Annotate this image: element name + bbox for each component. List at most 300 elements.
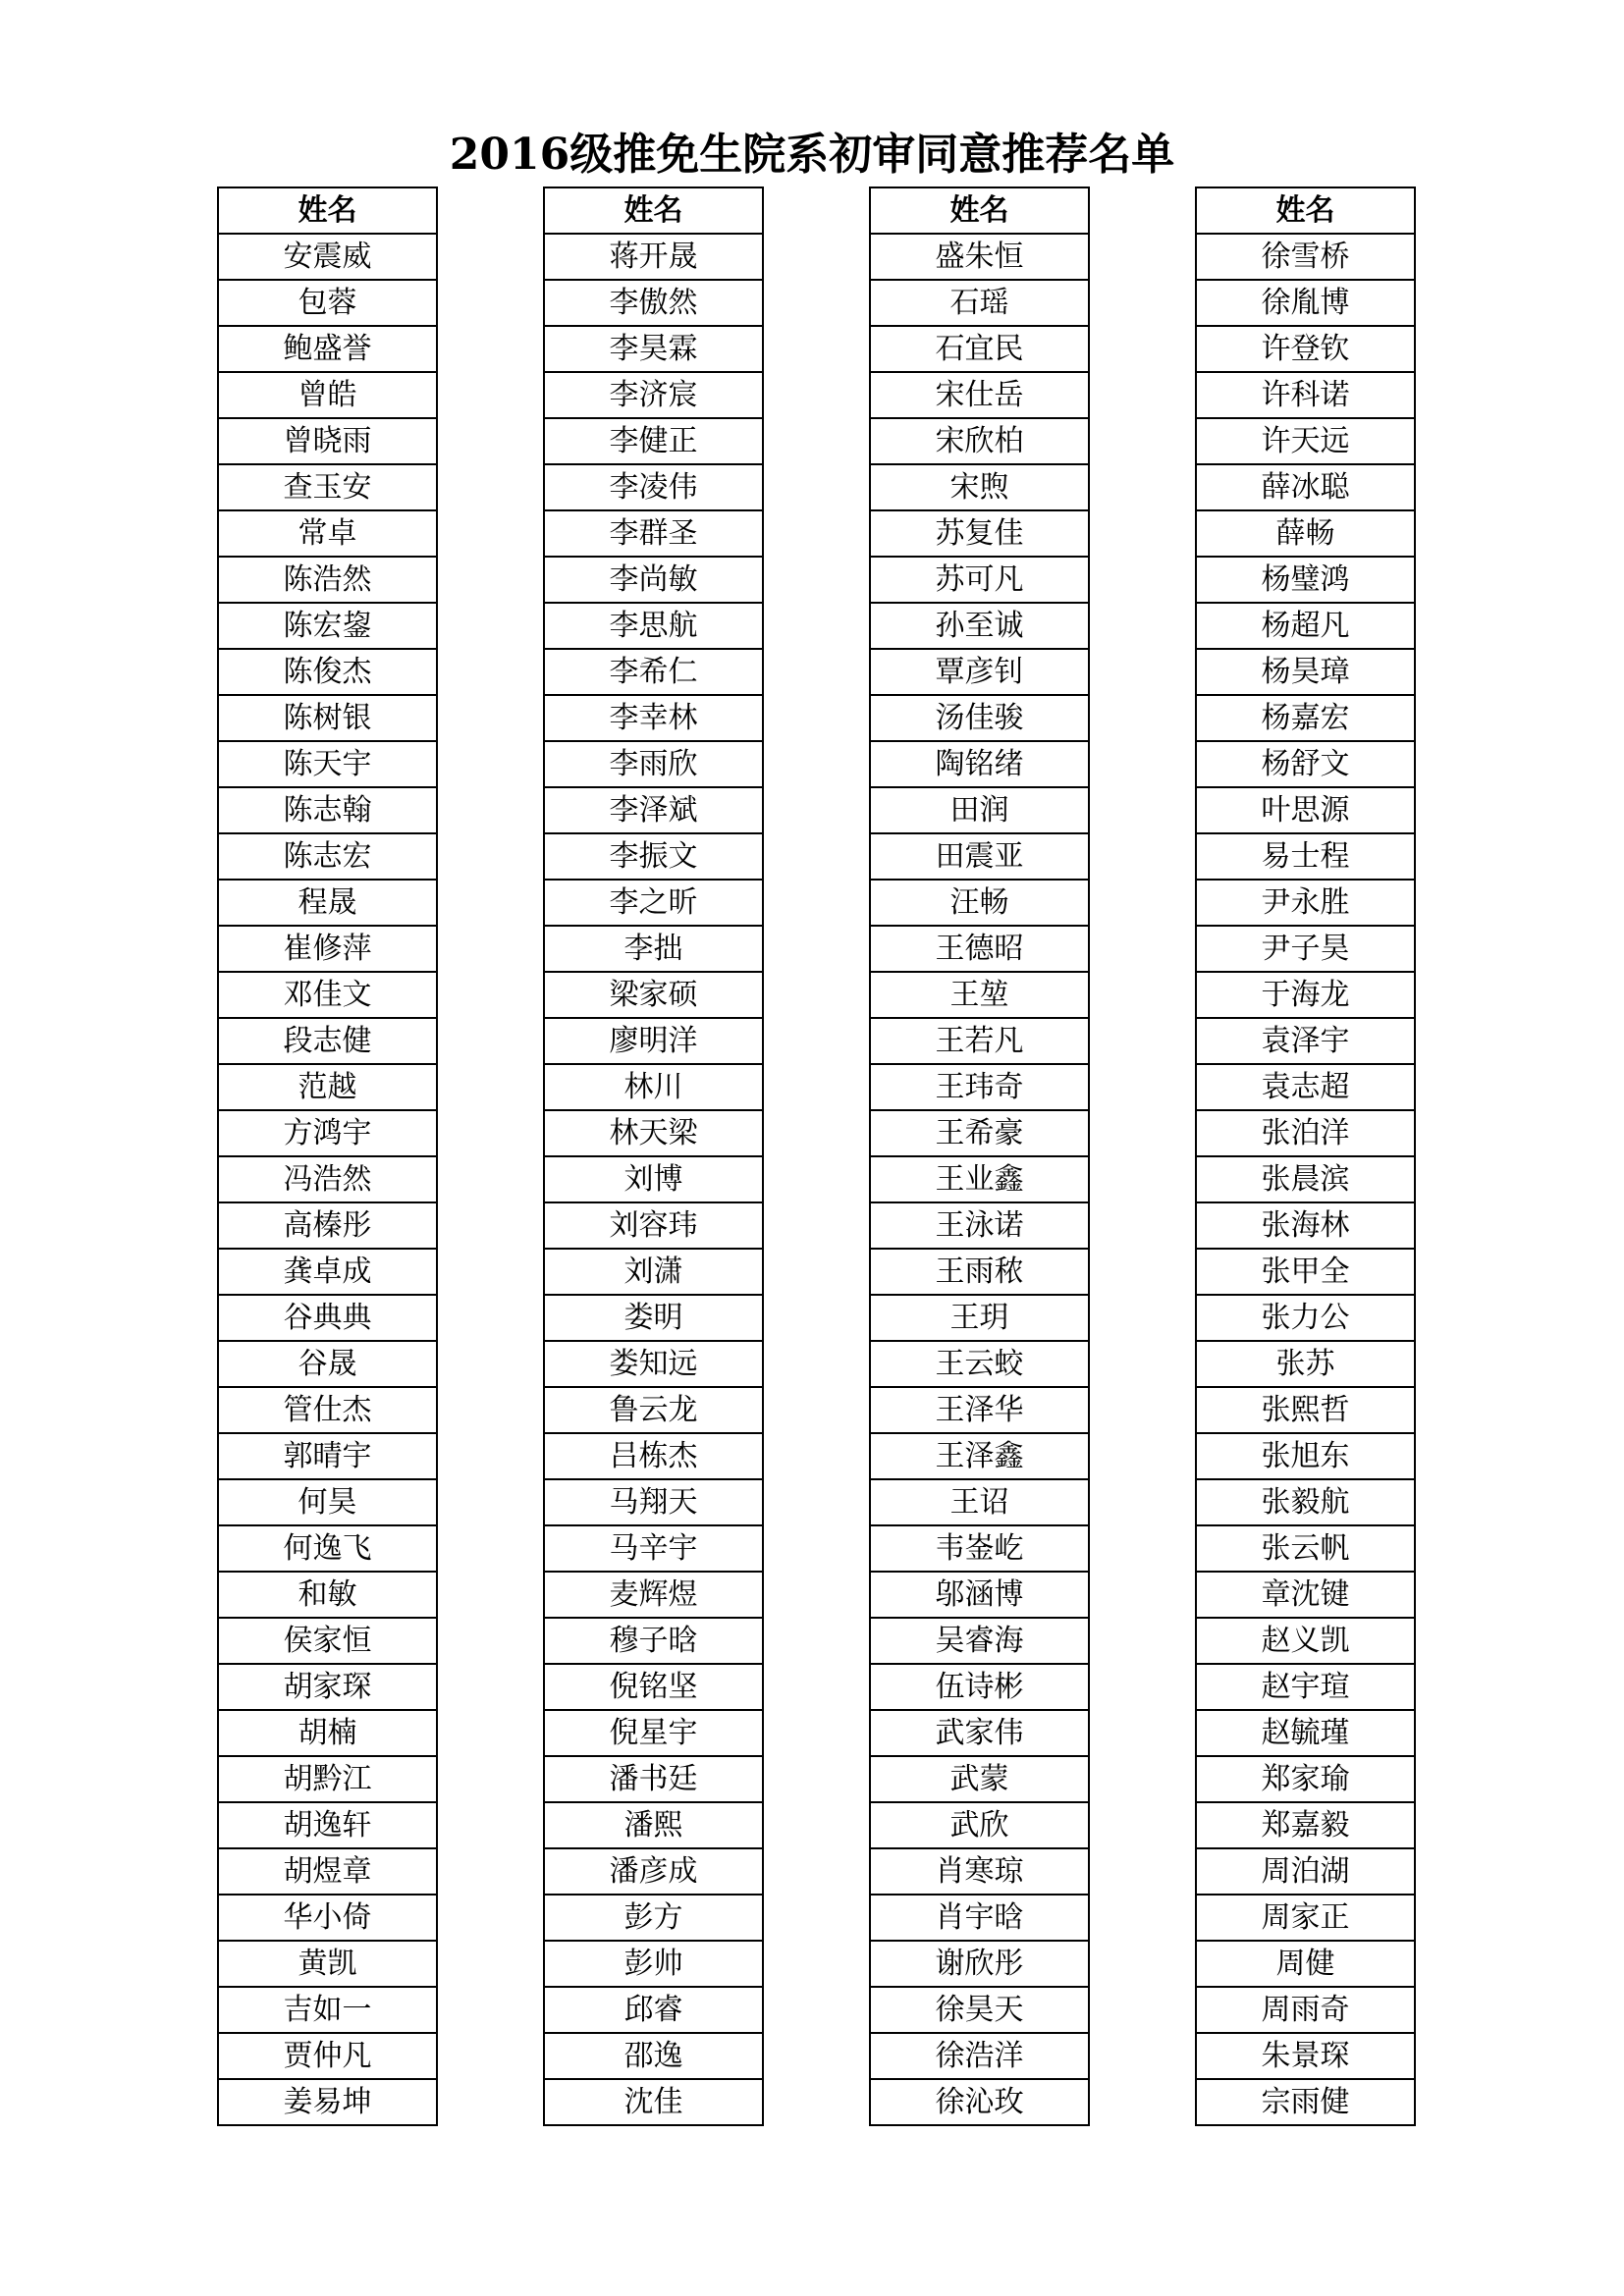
name-cell: 宋煦 <box>870 464 1089 510</box>
name-cell: 潘熙 <box>544 1802 763 1848</box>
name-cell: 王雨秾 <box>870 1249 1089 1295</box>
table-row <box>544 1202 763 1249</box>
name-cell: 武欣 <box>870 1802 1089 1848</box>
table-row <box>218 280 437 326</box>
table-row <box>544 1987 763 2033</box>
table-row <box>870 787 1089 833</box>
table-row <box>870 280 1089 326</box>
name-cell: 杨舒文 <box>1196 741 1415 787</box>
name-cell: 赵义凯 <box>1196 1618 1415 1664</box>
name-cell: 李群圣 <box>544 510 763 557</box>
name-cell: 宋仕岳 <box>870 372 1089 418</box>
name-cell: 李思航 <box>544 603 763 649</box>
table-row <box>544 1941 763 1987</box>
name-cell: 陈志翰 <box>218 787 437 833</box>
name-cell: 包蓉 <box>218 280 437 326</box>
table-row <box>544 557 763 603</box>
table-row <box>1196 1802 1415 1848</box>
name-cell: 李尚敏 <box>544 557 763 603</box>
table-row <box>218 557 437 603</box>
name-cell: 张苏 <box>1196 1341 1415 1387</box>
table-row <box>1196 649 1415 695</box>
name-cell: 谷典典 <box>218 1295 437 1341</box>
table-row <box>1196 1941 1415 1987</box>
name-cell: 朱景琛 <box>1196 2033 1415 2079</box>
table-row <box>1196 2033 1415 2079</box>
name-cell: 李拙 <box>544 926 763 972</box>
table-row <box>870 1756 1089 1802</box>
name-cell: 杨超凡 <box>1196 603 1415 649</box>
name-cell: 张泊洋 <box>1196 1110 1415 1156</box>
table-row <box>1196 280 1415 326</box>
table-row <box>544 234 763 280</box>
name-cell: 张甲全 <box>1196 1249 1415 1295</box>
name-cell: 许科诺 <box>1196 372 1415 418</box>
table-row <box>544 787 763 833</box>
name-cell: 潘彦成 <box>544 1848 763 1895</box>
column-header: 姓名 <box>544 187 763 234</box>
name-cell: 郭晴宇 <box>218 1433 437 1479</box>
name-cell: 王云蛟 <box>870 1341 1089 1387</box>
name-cell: 胡家琛 <box>218 1664 437 1710</box>
name-cell: 于海龙 <box>1196 972 1415 1018</box>
table-row <box>870 926 1089 972</box>
name-cell: 赵宇瑄 <box>1196 1664 1415 1710</box>
table-row <box>544 1572 763 1618</box>
name-cell: 薛畅 <box>1196 510 1415 557</box>
table-row <box>544 1295 763 1341</box>
name-cell: 范越 <box>218 1064 437 1110</box>
table-row <box>1196 741 1415 787</box>
name-cell: 王玮奇 <box>870 1064 1089 1110</box>
table-row <box>870 972 1089 1018</box>
table-row <box>218 603 437 649</box>
name-cell: 胡煜章 <box>218 1848 437 1895</box>
name-cell: 田润 <box>870 787 1089 833</box>
name-cell: 彭方 <box>544 1895 763 1941</box>
name-cell: 徐昊天 <box>870 1987 1089 2033</box>
table-row <box>870 741 1089 787</box>
table-row <box>1196 1987 1415 2033</box>
table-row <box>1196 1341 1415 1387</box>
name-cell: 武家伟 <box>870 1710 1089 1756</box>
table-row <box>218 464 437 510</box>
table-row <box>1196 833 1415 880</box>
table-row <box>544 1664 763 1710</box>
table-row <box>218 926 437 972</box>
name-table-2 <box>543 187 764 2126</box>
table-row <box>870 1941 1089 1987</box>
table-row <box>544 280 763 326</box>
table-row <box>1196 1479 1415 1525</box>
name-cell: 李健正 <box>544 418 763 464</box>
name-cell: 张旭东 <box>1196 1433 1415 1479</box>
table-row <box>1196 1249 1415 1295</box>
name-cell: 周雨奇 <box>1196 1987 1415 2033</box>
name-cell: 邵逸 <box>544 2033 763 2079</box>
name-cell: 宋欣柏 <box>870 418 1089 464</box>
table-row <box>544 1110 763 1156</box>
column-header: 姓名 <box>218 187 437 234</box>
name-cell: 邓佳文 <box>218 972 437 1018</box>
name-cell: 尹子昊 <box>1196 926 1415 972</box>
column-header: 姓名 <box>870 187 1089 234</box>
name-cell: 陈宏鋆 <box>218 603 437 649</box>
table-row <box>1196 372 1415 418</box>
table-row <box>1196 603 1415 649</box>
table-row <box>1196 557 1415 603</box>
name-cell: 章沈键 <box>1196 1572 1415 1618</box>
name-cell: 王希豪 <box>870 1110 1089 1156</box>
name-cell: 汤佳骏 <box>870 695 1089 741</box>
table-row <box>218 372 437 418</box>
table-row <box>544 2079 763 2125</box>
name-cell: 覃彦钊 <box>870 649 1089 695</box>
name-cell: 华小倚 <box>218 1895 437 1941</box>
name-cell: 胡逸轩 <box>218 1802 437 1848</box>
table-row <box>544 1387 763 1433</box>
name-cell: 沈佳 <box>544 2079 763 2125</box>
table-row <box>870 1479 1089 1525</box>
name-table-1 <box>217 187 438 2126</box>
name-cell: 易士程 <box>1196 833 1415 880</box>
table-row <box>870 833 1089 880</box>
table-row <box>870 1341 1089 1387</box>
name-cell: 鲁云龙 <box>544 1387 763 1433</box>
table-row <box>870 1987 1089 2033</box>
table-row <box>1196 1110 1415 1156</box>
name-cell: 武蒙 <box>870 1756 1089 1802</box>
name-cell: 尹永胜 <box>1196 880 1415 926</box>
table-row <box>1196 1572 1415 1618</box>
name-cell: 吕栋杰 <box>544 1433 763 1479</box>
name-cell: 何逸飞 <box>218 1525 437 1572</box>
name-cell: 龚卓成 <box>218 1249 437 1295</box>
table-row <box>544 1525 763 1572</box>
name-cell: 常卓 <box>218 510 437 557</box>
name-cell: 王泽鑫 <box>870 1433 1089 1479</box>
name-cell: 郑家瑜 <box>1196 1756 1415 1802</box>
name-cell: 王泳诺 <box>870 1202 1089 1249</box>
name-cell: 周家正 <box>1196 1895 1415 1941</box>
table-row <box>218 1387 437 1433</box>
name-cell: 刘博 <box>544 1156 763 1202</box>
name-cell: 李幸林 <box>544 695 763 741</box>
name-cell: 娄知远 <box>544 1341 763 1387</box>
column-header: 姓名 <box>1196 187 1415 234</box>
name-cell: 彭帅 <box>544 1941 763 1987</box>
table-row <box>870 1525 1089 1572</box>
name-cell: 苏可凡 <box>870 557 1089 603</box>
table-row <box>218 1987 437 2033</box>
name-cell: 李希仁 <box>544 649 763 695</box>
table-row <box>218 1018 437 1064</box>
table-row <box>870 2033 1089 2079</box>
table-row <box>218 1895 437 1941</box>
table-row <box>1196 2079 1415 2125</box>
name-cell: 胡黔江 <box>218 1756 437 1802</box>
table-row <box>870 372 1089 418</box>
table-row <box>544 510 763 557</box>
name-cell: 倪铭坚 <box>544 1664 763 1710</box>
name-cell: 谢欣彤 <box>870 1941 1089 1987</box>
table-row <box>1196 695 1415 741</box>
name-cell: 娄明 <box>544 1295 763 1341</box>
table-row <box>544 372 763 418</box>
name-cell: 蒋开晟 <box>544 234 763 280</box>
table-row <box>1196 1756 1415 1802</box>
name-cell: 李昊霖 <box>544 326 763 372</box>
name-cell: 李凌伟 <box>544 464 763 510</box>
name-cell: 李振文 <box>544 833 763 880</box>
table-row <box>870 510 1089 557</box>
table-row <box>1196 1018 1415 1064</box>
table-row <box>1196 1295 1415 1341</box>
name-cell: 赵毓瑾 <box>1196 1710 1415 1756</box>
table-row <box>544 926 763 972</box>
table-row <box>218 1110 437 1156</box>
table-row <box>544 1618 763 1664</box>
name-cell: 叶思源 <box>1196 787 1415 833</box>
table-row <box>544 1710 763 1756</box>
name-cell: 王诏 <box>870 1479 1089 1525</box>
name-cell: 程晟 <box>218 880 437 926</box>
name-cell: 倪星宇 <box>544 1710 763 1756</box>
table-row <box>218 833 437 880</box>
name-cell: 张毅航 <box>1196 1479 1415 1525</box>
table-row <box>1196 464 1415 510</box>
name-cell: 孙至诚 <box>870 603 1089 649</box>
table-row <box>1196 880 1415 926</box>
table-row <box>544 649 763 695</box>
table-row <box>544 1064 763 1110</box>
table-row <box>870 1295 1089 1341</box>
name-cell: 梁家硕 <box>544 972 763 1018</box>
name-cell: 刘容玮 <box>544 1202 763 1249</box>
name-cell: 汪畅 <box>870 880 1089 926</box>
table-row <box>544 1479 763 1525</box>
name-cell: 陈志宏 <box>218 833 437 880</box>
table-row <box>544 880 763 926</box>
table-row <box>218 1941 437 1987</box>
table-row <box>218 649 437 695</box>
name-cell: 袁志超 <box>1196 1064 1415 1110</box>
name-cell: 王玥 <box>870 1295 1089 1341</box>
name-cell: 许登钦 <box>1196 326 1415 372</box>
table-row <box>870 1664 1089 1710</box>
table-row <box>544 972 763 1018</box>
name-cell: 黄凯 <box>218 1941 437 1987</box>
name-cell: 王堃 <box>870 972 1089 1018</box>
table-row <box>544 1895 763 1941</box>
table-row <box>218 741 437 787</box>
name-cell: 穆子晗 <box>544 1618 763 1664</box>
table-row <box>218 1525 437 1572</box>
name-cell: 肖宇晗 <box>870 1895 1089 1941</box>
name-cell: 韦崟屹 <box>870 1525 1089 1572</box>
table-row <box>870 1156 1089 1202</box>
table-row <box>1196 1525 1415 1572</box>
table-row <box>218 2079 437 2125</box>
name-cell: 郑嘉毅 <box>1196 1802 1415 1848</box>
table-row <box>870 1895 1089 1941</box>
name-cell: 李济宸 <box>544 372 763 418</box>
table-row <box>218 1572 437 1618</box>
table-row <box>1196 326 1415 372</box>
name-cell: 周健 <box>1196 1941 1415 1987</box>
table-row <box>870 1802 1089 1848</box>
table-row <box>1196 1710 1415 1756</box>
name-cell: 王泽华 <box>870 1387 1089 1433</box>
name-cell: 杨昊璋 <box>1196 649 1415 695</box>
name-cell: 曾晓雨 <box>218 418 437 464</box>
name-cell: 陈俊杰 <box>218 649 437 695</box>
table-row <box>218 510 437 557</box>
table-row <box>870 1848 1089 1895</box>
name-cell: 林天梁 <box>544 1110 763 1156</box>
name-cell: 刘潇 <box>544 1249 763 1295</box>
name-cell: 谷晟 <box>218 1341 437 1387</box>
name-cell: 麦辉煜 <box>544 1572 763 1618</box>
table-row <box>218 972 437 1018</box>
name-cell: 李之昕 <box>544 880 763 926</box>
name-cell: 陈天宇 <box>218 741 437 787</box>
name-cell: 陈树银 <box>218 695 437 741</box>
name-cell: 张云帆 <box>1196 1525 1415 1572</box>
name-cell: 杨嘉宏 <box>1196 695 1415 741</box>
name-cell: 许天远 <box>1196 418 1415 464</box>
table-row <box>870 234 1089 280</box>
name-cell: 胡楠 <box>218 1710 437 1756</box>
name-table-3 <box>869 187 1090 2126</box>
table-row <box>544 1802 763 1848</box>
name-cell: 张海林 <box>1196 1202 1415 1249</box>
name-cell: 杨璧鸿 <box>1196 557 1415 603</box>
table-row <box>218 1756 437 1802</box>
name-cell: 伍诗彬 <box>870 1664 1089 1710</box>
name-cell: 王德昭 <box>870 926 1089 972</box>
name-cell: 陶铭绪 <box>870 741 1089 787</box>
table-row <box>1196 1848 1415 1895</box>
name-cell: 张熙哲 <box>1196 1387 1415 1433</box>
table-row <box>870 1064 1089 1110</box>
table-row <box>870 1710 1089 1756</box>
table-row <box>870 603 1089 649</box>
table-row <box>870 557 1089 603</box>
name-cell: 陈浩然 <box>218 557 437 603</box>
name-cell: 林川 <box>544 1064 763 1110</box>
name-cell: 马翔天 <box>544 1479 763 1525</box>
table-row <box>544 833 763 880</box>
table-row <box>544 418 763 464</box>
table-row <box>870 695 1089 741</box>
table-row <box>870 880 1089 926</box>
table-row <box>218 787 437 833</box>
table-row <box>218 1479 437 1525</box>
table-row <box>218 1433 437 1479</box>
table-row <box>218 1064 437 1110</box>
name-cell: 鲍盛誉 <box>218 326 437 372</box>
table-row <box>544 2033 763 2079</box>
table-row <box>1196 1618 1415 1664</box>
name-cell: 徐胤博 <box>1196 280 1415 326</box>
name-cell: 王业鑫 <box>870 1156 1089 1202</box>
name-cell: 李雨欣 <box>544 741 763 787</box>
table-row <box>870 2079 1089 2125</box>
name-cell: 廖明洋 <box>544 1018 763 1064</box>
table-row <box>544 1848 763 1895</box>
table-row <box>870 326 1089 372</box>
name-cell: 高榛彤 <box>218 1202 437 1249</box>
table-row <box>1196 1433 1415 1479</box>
name-cell: 邬涵博 <box>870 1572 1089 1618</box>
name-cell: 王若凡 <box>870 1018 1089 1064</box>
table-row <box>544 741 763 787</box>
name-cell: 潘书廷 <box>544 1756 763 1802</box>
name-cell: 崔修萍 <box>218 926 437 972</box>
table-row <box>218 695 437 741</box>
table-row <box>544 603 763 649</box>
table-row <box>870 418 1089 464</box>
table-row <box>218 1249 437 1295</box>
name-cell: 张晨滨 <box>1196 1156 1415 1202</box>
name-cell: 李傲然 <box>544 280 763 326</box>
name-cell: 苏复佳 <box>870 510 1089 557</box>
name-cell: 查玉安 <box>218 464 437 510</box>
table-row <box>870 1110 1089 1156</box>
name-cell: 安震威 <box>218 234 437 280</box>
table-row <box>544 1018 763 1064</box>
name-cell: 石瑶 <box>870 280 1089 326</box>
name-cell: 方鸿宇 <box>218 1110 437 1156</box>
table-row <box>544 695 763 741</box>
table-row <box>1196 1202 1415 1249</box>
name-cell: 薛冰聪 <box>1196 464 1415 510</box>
table-row <box>1196 1664 1415 1710</box>
table-row <box>218 1710 437 1756</box>
table-row <box>218 1848 437 1895</box>
name-cell: 马辛宇 <box>544 1525 763 1572</box>
name-cell: 田震亚 <box>870 833 1089 880</box>
table-row <box>218 1802 437 1848</box>
table-row <box>1196 1895 1415 1941</box>
name-cell: 周泊湖 <box>1196 1848 1415 1895</box>
table-row <box>1196 972 1415 1018</box>
name-cell: 姜易坤 <box>218 2079 437 2125</box>
name-cell: 管仕杰 <box>218 1387 437 1433</box>
table-row <box>1196 1064 1415 1110</box>
name-cell: 袁泽宇 <box>1196 1018 1415 1064</box>
table-row <box>218 1341 437 1387</box>
table-row <box>870 464 1089 510</box>
table-row <box>1196 418 1415 464</box>
table-row <box>1196 787 1415 833</box>
name-cell: 徐浩洋 <box>870 2033 1089 2079</box>
table-row <box>218 1295 437 1341</box>
table-row <box>544 464 763 510</box>
table-row <box>218 1664 437 1710</box>
table-row <box>870 1387 1089 1433</box>
table-row <box>544 1756 763 1802</box>
name-cell: 石宜民 <box>870 326 1089 372</box>
table-row <box>1196 1156 1415 1202</box>
table-row <box>218 880 437 926</box>
name-cell: 吴睿海 <box>870 1618 1089 1664</box>
table-row <box>870 1433 1089 1479</box>
table-row <box>218 1156 437 1202</box>
table-row <box>544 1249 763 1295</box>
name-cell: 肖寒琼 <box>870 1848 1089 1895</box>
